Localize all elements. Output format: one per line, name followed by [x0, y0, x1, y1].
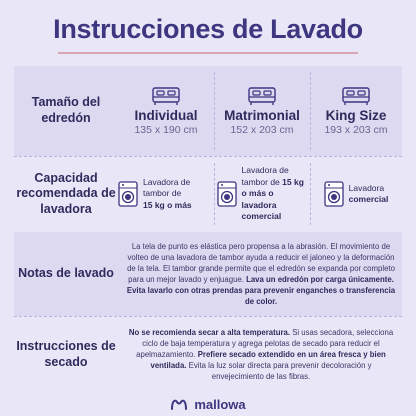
- size-name: Matrimonial: [224, 108, 300, 123]
- title-underline: [58, 52, 358, 54]
- dry-paragraph: [126, 317, 396, 392]
- machine-text-b: 15 kg o más: [143, 199, 192, 210]
- brand-name: mallowa: [194, 396, 246, 412]
- dry-row: [14, 317, 402, 392]
- size-dims: 152 x 203 cm: [230, 124, 294, 136]
- dry-plain-b: Evita la luz solar directa para prevenir decoloración y envejecimiento de las fibras.: [188, 361, 372, 382]
- size-cell-king: [310, 66, 402, 156]
- washer-icon: [217, 181, 237, 207]
- machine-info: [217, 165, 308, 222]
- capacity-cell-individual: [118, 157, 214, 231]
- notes-bold-text: Lava un edredón por carga únicamente. Evita lavarlo con otras prendas para prevenir enganches o transferencia de color.: [126, 275, 396, 307]
- machine-info: [118, 177, 214, 211]
- machine-text-a: Lavadora de tambor de: [143, 176, 191, 199]
- size-row: [14, 66, 402, 156]
- notes-paragraph: [126, 232, 396, 316]
- dry-row-label: Instrucciones de secado: [16, 338, 116, 369]
- size-row-label: Tamaño del edredón: [31, 95, 101, 125]
- capacity-row-label: Capacidad recomendada de lavadora: [16, 170, 116, 216]
- size-name: King Size: [325, 108, 387, 123]
- bed-icon: [341, 86, 371, 106]
- notes-row: [14, 232, 402, 316]
- page-title: Instrucciones de Lavado: [53, 14, 363, 44]
- column-divider: [214, 72, 216, 150]
- dry-bold-a: No se recomienda secar a alta temperatura.: [128, 327, 291, 337]
- capacity-cell-king: [310, 157, 402, 231]
- machine-text: [143, 177, 214, 211]
- machine-text-a: Lavadora de tambor de: [241, 165, 289, 187]
- size-name: Individual: [134, 108, 198, 123]
- notes-row-label: Notas de lavado: [18, 266, 114, 281]
- machine-text: [242, 165, 308, 222]
- size-dims: 135 x 190 cm: [134, 124, 198, 136]
- capacity-row: [14, 157, 402, 231]
- size-cell-individual: [118, 66, 214, 156]
- machine-info: [324, 181, 389, 207]
- bed-icon: [247, 86, 277, 106]
- column-divider: [214, 163, 216, 225]
- dry-bold-b: Prefiere secado extendido en un área fresca y bien ventilada.: [150, 349, 386, 371]
- machine-text-b: 15 kg o más o lavadora comercial: [241, 176, 304, 222]
- bed-icon: [151, 86, 181, 106]
- column-divider: [310, 72, 312, 150]
- mallowa-logo-icon: [170, 397, 188, 411]
- column-divider: [310, 163, 312, 225]
- size-dims: 193 x 203 cm: [324, 124, 388, 136]
- machine-text-b: comercial: [348, 194, 389, 204]
- machine-text-a: Lavadora: [348, 182, 385, 193]
- notes-plain-text: La tela de punto es elástica pero propensa a la abrasión. El movimiento de volteo de una lavadora de tambor ayuda a reducir el jaloneo y la deformación de la tela. El tambor grande permite que el edredón se expanda por completo para un mejor lavado y enjuague.: [127, 241, 395, 284]
- washing-table: [14, 66, 402, 392]
- brand-footer: [0, 394, 416, 414]
- capacity-cell-matrimonial: [214, 157, 310, 231]
- size-cell-matrimonial: [214, 66, 310, 156]
- washer-icon: [118, 181, 138, 207]
- dry-plain-a: Si usas secadora, selecciona ciclo de baja temperatura y agrega pelotas de secado para reducir el apelmazamiento.: [136, 327, 394, 359]
- washer-icon: [324, 181, 344, 207]
- machine-text: [349, 183, 389, 206]
